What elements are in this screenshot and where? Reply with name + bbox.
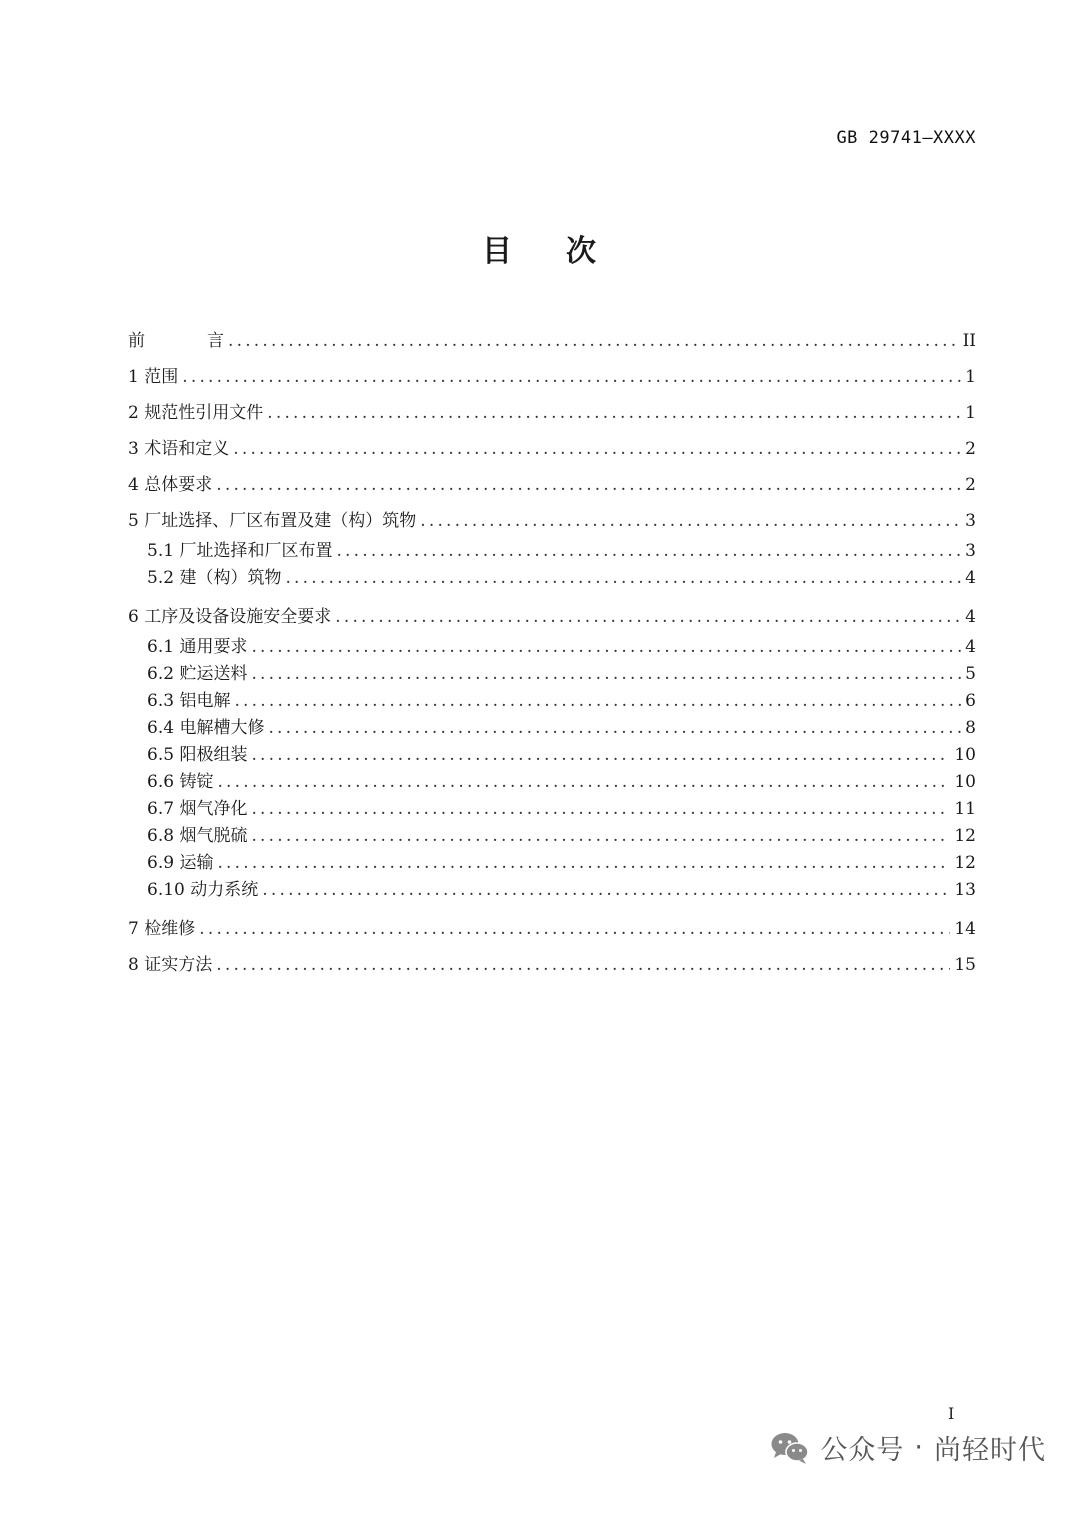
- toc-entry-6-7[interactable]: [128, 798, 976, 825]
- toc-entry-6-3[interactable]: [128, 690, 976, 717]
- toc-entry-page: 3: [965, 541, 976, 561]
- toc-entry-page: II: [962, 331, 976, 351]
- page-title: [0, 226, 1080, 270]
- toc-entry-label: 6.7 烟气净化: [147, 799, 248, 819]
- toc-entry-6[interactable]: [128, 600, 976, 636]
- toc-entry-label: 6.10 动力系统: [147, 880, 259, 900]
- toc-entry-label: 5.2 建（构）筑物: [147, 568, 282, 588]
- toc-entry-label: 6.2 贮运送料: [147, 664, 248, 684]
- table-of-contents: [128, 324, 976, 984]
- standard-code: GB 29741—XXXX: [836, 128, 976, 148]
- toc-entry-label: 5.1 厂址选择和厂区布置: [147, 541, 333, 561]
- toc-entry-page: 12: [954, 853, 976, 873]
- toc-entry-8[interactable]: [128, 948, 976, 984]
- toc-entry-page: 6: [965, 691, 976, 711]
- toc-entry-label: 前 言: [128, 331, 224, 351]
- toc-entry-label: 5 厂址选择、厂区布置及建（构）筑物: [128, 511, 417, 531]
- toc-entry-label: 6 工序及设备设施安全要求: [128, 607, 332, 627]
- toc-entry-page: 15: [954, 955, 976, 975]
- toc-entry-4[interactable]: [128, 468, 976, 504]
- toc-leader-dots: [420, 510, 961, 532]
- toc-leader-dots: [262, 879, 950, 901]
- toc-entry-label: 2 规范性引用文件: [128, 403, 264, 423]
- toc-entry-label: 6.1 通用要求: [147, 637, 248, 657]
- toc-entry-label: 7 检维修: [128, 919, 196, 939]
- toc-leader-dots: [251, 744, 950, 766]
- toc-entry-label: 1 范围: [128, 367, 179, 387]
- toc-entry-page: 10: [954, 772, 976, 792]
- watermark: [770, 1428, 1046, 1467]
- toc-entry-label: 6.9 运输: [147, 853, 214, 873]
- toc-leader-dots: [217, 852, 950, 874]
- toc-leader-dots: [285, 567, 961, 589]
- toc-entry-3[interactable]: [128, 432, 976, 468]
- toc-entry-page: 3: [965, 511, 976, 531]
- toc-leader-dots: [182, 366, 961, 388]
- toc-entry-1[interactable]: [128, 360, 976, 396]
- toc-entry-page: 10: [954, 745, 976, 765]
- toc-entry-2[interactable]: [128, 396, 976, 432]
- toc-entry-6-1[interactable]: [128, 636, 976, 663]
- toc-entry-page: 14: [954, 919, 976, 939]
- toc-leader-dots: [233, 438, 961, 460]
- toc-entry-5-1[interactable]: [128, 540, 976, 567]
- toc-entry-label: 4 总体要求: [128, 475, 213, 495]
- toc-entry-5[interactable]: [128, 504, 976, 540]
- toc-entry-label: 6.6 铸锭: [147, 772, 214, 792]
- toc-entry-page: 2: [965, 475, 976, 495]
- toc-entry-label: 6.4 电解槽大修: [147, 718, 265, 738]
- toc-entry-label: 6.8 烟气脱硫: [147, 826, 248, 846]
- toc-leader-dots: [251, 825, 950, 847]
- page-number: I: [948, 1404, 955, 1423]
- title-char-2: 次: [566, 234, 598, 269]
- watermark-account: 尚轻时代: [934, 1435, 1046, 1466]
- watermark-platform: 公众号: [820, 1435, 905, 1466]
- toc-leader-dots: [251, 636, 961, 658]
- toc-entry-page: 11: [954, 799, 976, 819]
- toc-entry-6-5[interactable]: [128, 744, 976, 771]
- toc-entry-6-6[interactable]: [128, 771, 976, 798]
- toc-leader-dots: [251, 798, 950, 820]
- toc-entry-6-4[interactable]: [128, 717, 976, 744]
- toc-entry-page: 1: [965, 403, 976, 423]
- toc-entry-label: 6.5 阳极组装: [147, 745, 248, 765]
- toc-entry-7[interactable]: [128, 912, 976, 948]
- wechat-icon: [770, 1431, 810, 1465]
- toc-leader-dots: [228, 330, 959, 352]
- toc-entry-page: 12: [954, 826, 976, 846]
- toc-leader-dots: [335, 606, 961, 628]
- toc-entry-6-2[interactable]: [128, 663, 976, 690]
- toc-entry-6-9[interactable]: [128, 852, 976, 879]
- watermark-separator: ·: [914, 1432, 924, 1463]
- toc-entry-6-10[interactable]: [128, 879, 976, 906]
- toc-entry-page: 13: [954, 880, 976, 900]
- toc-entry-page: 4: [965, 637, 976, 657]
- toc-entry-label: 6.3 铝电解: [147, 691, 231, 711]
- toc-entry-page: 8: [965, 718, 976, 738]
- toc-entry-page: 4: [965, 607, 976, 627]
- toc-entry-label: 3 术语和定义: [128, 439, 230, 459]
- toc-leader-dots: [234, 690, 961, 712]
- toc-entry-page: 1: [965, 367, 976, 387]
- toc-leader-dots: [268, 717, 961, 739]
- toc-entry-5-2[interactable]: [128, 567, 976, 594]
- toc-leader-dots: [267, 402, 961, 424]
- title-char-1: 目: [482, 234, 514, 269]
- toc-entry-6-8[interactable]: [128, 825, 976, 852]
- toc-entry-label: 8 证实方法: [128, 955, 213, 975]
- toc-entry-page: 4: [965, 568, 976, 588]
- toc-leader-dots: [216, 474, 961, 496]
- toc-leader-dots: [199, 918, 950, 940]
- toc-leader-dots: [216, 954, 950, 976]
- toc-entry-preface[interactable]: [128, 324, 976, 360]
- toc-leader-dots: [217, 771, 950, 793]
- toc-entry-page: 2: [965, 439, 976, 459]
- toc-leader-dots: [336, 540, 961, 562]
- toc-entry-page: 5: [965, 664, 976, 684]
- toc-leader-dots: [251, 663, 961, 685]
